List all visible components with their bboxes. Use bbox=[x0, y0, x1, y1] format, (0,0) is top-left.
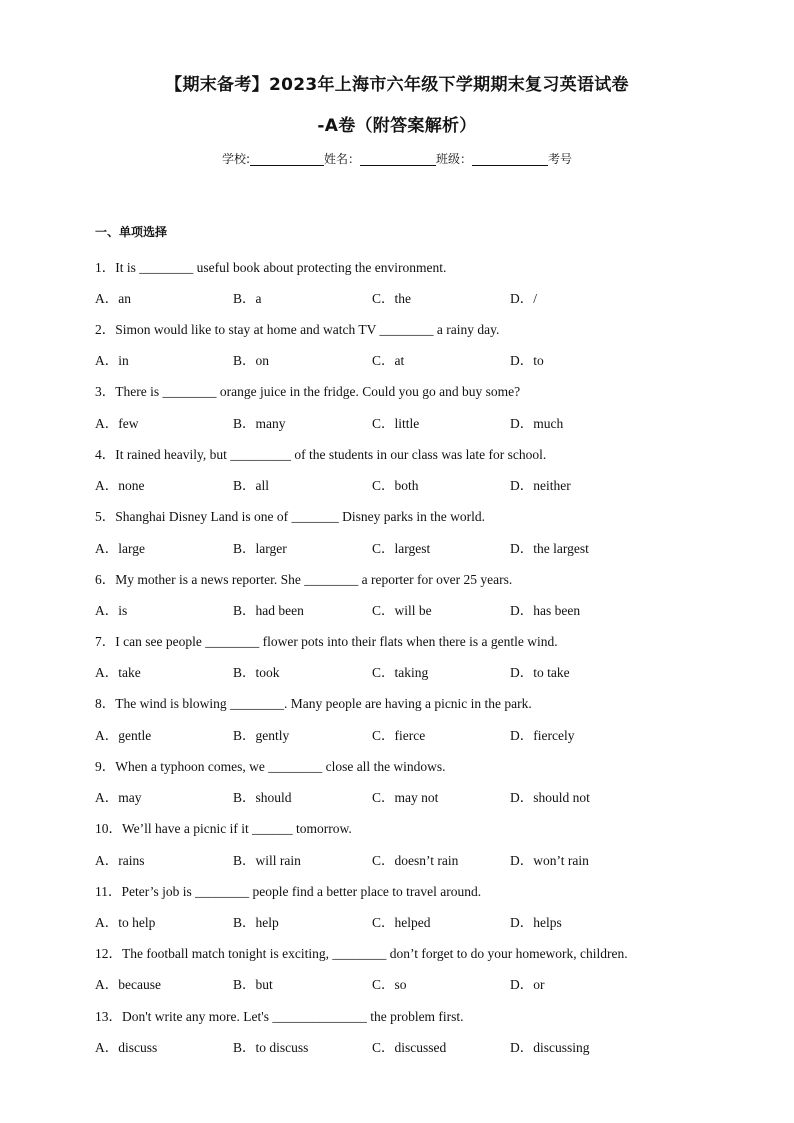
question-5: 5．Shanghai Disney Land is one of _______ Disney parks in the world. bbox=[95, 509, 485, 524]
option-d[interactable]: D．won’t rain bbox=[510, 853, 589, 868]
question-12: 12．The football match tonight is exciting, ________ don’t forget to do your homework, children. bbox=[95, 946, 628, 961]
class-blank[interactable] bbox=[472, 152, 548, 166]
question-9: 9．When a typhoon comes, we ________ close all the windows. bbox=[95, 759, 446, 774]
option-c[interactable]: C．doesn’t rain bbox=[372, 853, 459, 868]
question-4: 4．It rained heavily, but _________ of the students in our class was late for school. bbox=[95, 447, 547, 462]
option-b[interactable]: B．a bbox=[233, 291, 262, 306]
class-label: 班级： bbox=[436, 152, 473, 166]
option-c[interactable]: C．so bbox=[372, 977, 407, 992]
section-heading: 一、单项选择 bbox=[95, 225, 168, 239]
question-8: 8．The wind is blowing ________. Many people are having a picnic in the park. bbox=[95, 696, 532, 711]
name-label: 姓名： bbox=[324, 152, 361, 166]
option-a[interactable]: A．to help bbox=[95, 915, 156, 930]
question-13: 13．Don't write any more. Let's ______________ the problem first. bbox=[95, 1009, 464, 1024]
options-4 bbox=[95, 474, 715, 492]
question-6: 6．My mother is a news reporter. She ________ a reporter for over 25 years. bbox=[95, 572, 513, 587]
question-7: 7．I can see people ________ flower pots into their flats when there is a gentle wind. bbox=[95, 634, 558, 649]
option-d[interactable]: D．helps bbox=[510, 915, 562, 930]
option-d[interactable]: D．to bbox=[510, 353, 544, 368]
option-a[interactable]: A．gentle bbox=[95, 728, 152, 743]
option-b[interactable]: B．should bbox=[233, 790, 292, 805]
option-b[interactable]: B．help bbox=[233, 915, 279, 930]
option-a[interactable]: A．in bbox=[95, 353, 129, 368]
question-10: 10．We’ll have a picnic if it ______ tomorrow. bbox=[95, 821, 352, 836]
option-b[interactable]: B．on bbox=[233, 353, 270, 368]
option-a[interactable]: A．is bbox=[95, 603, 128, 618]
option-c[interactable]: C．at bbox=[372, 353, 405, 368]
option-b[interactable]: B．will rain bbox=[233, 853, 301, 868]
option-c[interactable]: C．both bbox=[372, 478, 419, 493]
option-d[interactable]: D．neither bbox=[510, 478, 571, 493]
question-3: 3．There is ________ orange juice in the fridge. Could you go and buy some? bbox=[95, 384, 521, 399]
options-6 bbox=[95, 599, 715, 617]
question-11: 11．Peter’s job is ________ people find a better place to travel around. bbox=[95, 884, 482, 899]
option-b[interactable]: B．took bbox=[233, 665, 280, 680]
number-label: 考号 bbox=[548, 152, 573, 166]
options-5 bbox=[95, 537, 715, 555]
option-b[interactable]: B．all bbox=[233, 478, 269, 493]
option-a[interactable]: A．none bbox=[95, 478, 145, 493]
options-13 bbox=[95, 1036, 715, 1054]
option-d[interactable]: D．much bbox=[510, 416, 564, 431]
option-c[interactable]: C．may not bbox=[372, 790, 439, 805]
name-blank[interactable] bbox=[360, 152, 436, 166]
option-a[interactable]: A．because bbox=[95, 977, 161, 992]
options-8 bbox=[95, 724, 715, 742]
options-3 bbox=[95, 412, 715, 430]
option-b[interactable]: B．but bbox=[233, 977, 273, 992]
school-blank[interactable] bbox=[250, 152, 324, 166]
option-d[interactable]: D．to take bbox=[510, 665, 570, 680]
option-c[interactable]: C．helped bbox=[372, 915, 431, 930]
option-b[interactable]: B．had been bbox=[233, 603, 304, 618]
option-b[interactable]: B．many bbox=[233, 416, 286, 431]
option-d[interactable]: D．the largest bbox=[510, 541, 589, 556]
option-c[interactable]: C．largest bbox=[372, 541, 431, 556]
option-c[interactable]: C．the bbox=[372, 291, 411, 306]
option-a[interactable]: A．take bbox=[95, 665, 141, 680]
option-a[interactable]: A．few bbox=[95, 416, 139, 431]
options-9 bbox=[95, 786, 715, 804]
school-label: 学校: bbox=[221, 152, 250, 166]
question-1: 1．It is ________ useful book about protecting the environment. bbox=[95, 260, 447, 275]
option-a[interactable]: A．large bbox=[95, 541, 145, 556]
option-d[interactable]: D．should not bbox=[510, 790, 590, 805]
option-d[interactable]: D．or bbox=[510, 977, 545, 992]
option-b[interactable]: B．larger bbox=[233, 541, 287, 556]
option-a[interactable]: A．rains bbox=[95, 853, 145, 868]
option-c[interactable]: C．will be bbox=[372, 603, 432, 618]
option-d[interactable]: D．fiercely bbox=[510, 728, 575, 743]
option-d[interactable]: D．/ bbox=[510, 291, 537, 306]
options-7 bbox=[95, 661, 715, 679]
page-title-line-2: -A卷（附答案解析） bbox=[317, 116, 477, 136]
option-d[interactable]: D．has been bbox=[510, 603, 581, 618]
option-c[interactable]: C．little bbox=[372, 416, 420, 431]
option-b[interactable]: B．gently bbox=[233, 728, 290, 743]
options-2 bbox=[95, 349, 715, 367]
options-10 bbox=[95, 849, 715, 867]
options-11 bbox=[95, 911, 715, 929]
option-c[interactable]: C．taking bbox=[372, 665, 429, 680]
option-a[interactable]: A．may bbox=[95, 790, 142, 805]
option-a[interactable]: A．discuss bbox=[95, 1040, 158, 1055]
question-2: 2．Simon would like to stay at home and watch TV ________ a rainy day. bbox=[95, 322, 500, 337]
options-12 bbox=[95, 973, 715, 991]
student-info-line bbox=[0, 150, 794, 167]
option-c[interactable]: C．discussed bbox=[372, 1040, 447, 1055]
option-c[interactable]: C．fierce bbox=[372, 728, 426, 743]
options-1 bbox=[95, 287, 715, 305]
option-b[interactable]: B．to discuss bbox=[233, 1040, 309, 1055]
option-a[interactable]: A．an bbox=[95, 291, 131, 306]
option-d[interactable]: D．discussing bbox=[510, 1040, 590, 1055]
page-title-line-1: 【期末备考】2023年上海市六年级下学期期末复习英语试卷 bbox=[165, 75, 629, 95]
